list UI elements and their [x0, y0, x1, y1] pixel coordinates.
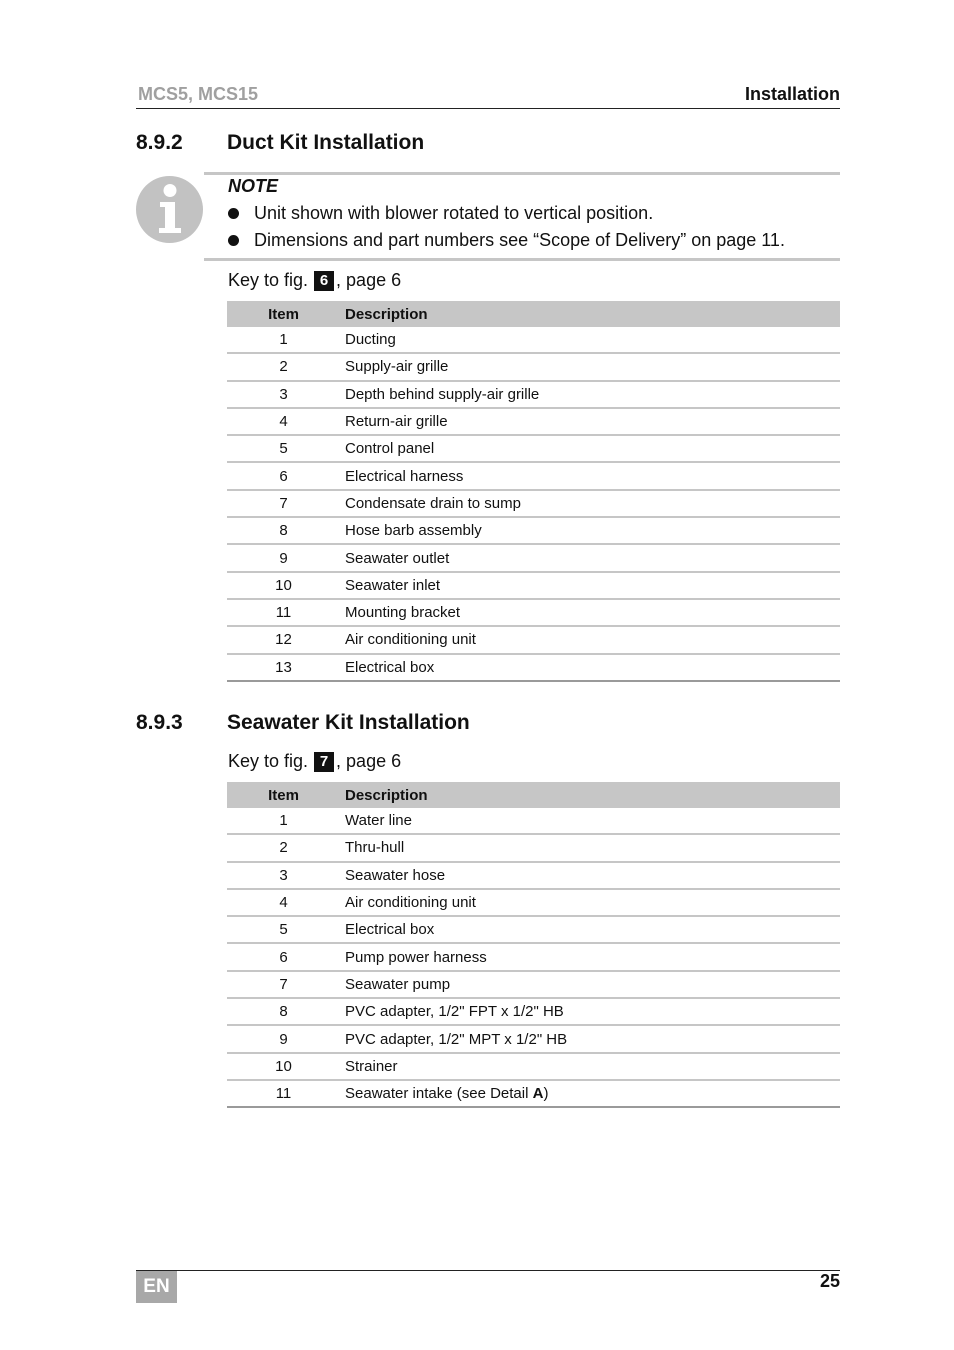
item-description: Condensate drain to sump [340, 490, 840, 517]
item-number: 11 [227, 1080, 340, 1107]
table-row [227, 381, 840, 408]
note-bullet [228, 230, 785, 251]
language-badge: EN [136, 1271, 177, 1303]
note-title: NOTE [228, 176, 279, 196]
table-row [227, 599, 840, 626]
table-row [227, 971, 840, 998]
table-row [227, 353, 840, 380]
section-number: 8.9.3 [136, 711, 183, 734]
note-bullet-text: Unit shown with blower rotated to vertical position. [254, 203, 654, 223]
table-row [227, 408, 840, 435]
item-number: 3 [227, 381, 340, 408]
table-row [227, 462, 840, 489]
item-description: Ducting [340, 327, 840, 353]
table-row [227, 889, 840, 916]
item-description: Electrical box [340, 654, 840, 681]
info-icon [136, 176, 203, 243]
table-header-row [227, 782, 840, 808]
column-header-item: Item [227, 301, 340, 327]
column-header-description: Description [340, 301, 840, 327]
table-row [227, 808, 840, 834]
seawater-kit-key-table [227, 782, 840, 1108]
section-title: Seawater Kit Installation [227, 711, 470, 734]
table-row [227, 862, 840, 889]
item-description: Depth behind supply-air grille [340, 381, 840, 408]
item-description: Electrical box [340, 916, 840, 943]
key-suffix: , page 6 [336, 751, 402, 771]
table-row [227, 1053, 840, 1080]
item-description: PVC adapter, 1/2" MPT x 1/2" HB [340, 1025, 840, 1052]
item-number: 4 [227, 889, 340, 916]
item-number: 12 [227, 626, 340, 653]
item-description: Hose barb assembly [340, 517, 840, 544]
note-divider-bottom [204, 258, 840, 261]
item-description: Seawater hose [340, 862, 840, 889]
note-bullet [228, 203, 653, 224]
item-description [340, 1080, 840, 1107]
item-number: 4 [227, 408, 340, 435]
header-divider [136, 108, 840, 109]
chapter-title: Installation [744, 84, 840, 104]
item-description: Strainer [340, 1053, 840, 1080]
item-number: 5 [227, 916, 340, 943]
item-description: Seawater pump [340, 971, 840, 998]
item-number: 10 [227, 572, 340, 599]
description-text: Seawater intake (see Detail [345, 1085, 533, 1103]
note-bullet-text: Dimensions and part numbers see “Scope of Delivery” on page 11. [254, 230, 785, 250]
table-row [227, 834, 840, 861]
description-text: ) [543, 1085, 549, 1103]
item-description: Mounting bracket [340, 599, 840, 626]
item-description: Thru-hull [340, 834, 840, 861]
table-header-row [227, 301, 840, 327]
table-row [227, 998, 840, 1025]
item-number: 1 [227, 808, 340, 834]
table-row [227, 435, 840, 462]
key-prefix: Key to fig. [228, 751, 309, 771]
item-number: 11 [227, 599, 340, 626]
item-description: Control panel [340, 435, 840, 462]
item-number: 9 [227, 544, 340, 571]
document-product-name: MCS5, MCS15 [138, 84, 259, 104]
figure-key-caption [228, 270, 401, 291]
item-number: 2 [227, 353, 340, 380]
table-row [227, 490, 840, 517]
item-description: Seawater outlet [340, 544, 840, 571]
item-description: Pump power harness [340, 943, 840, 970]
item-number: 2 [227, 834, 340, 861]
table-row [227, 327, 840, 353]
item-number: 9 [227, 1025, 340, 1052]
table-row [227, 544, 840, 571]
table-row [227, 1025, 840, 1052]
key-suffix: , page 6 [336, 270, 402, 290]
duct-kit-key-table [227, 301, 840, 682]
figure-number-badge: 7 [314, 752, 334, 772]
item-description: Electrical harness [340, 462, 840, 489]
table-row [227, 572, 840, 599]
table-row [227, 654, 840, 681]
item-number: 1 [227, 327, 340, 353]
page-number: 25 [819, 1271, 840, 1291]
item-description: Air conditioning unit [340, 626, 840, 653]
item-number: 10 [227, 1053, 340, 1080]
footer-divider [136, 1270, 840, 1271]
figure-key-caption [228, 751, 401, 772]
bullet-icon [228, 235, 239, 246]
table-row [227, 943, 840, 970]
item-number: 8 [227, 517, 340, 544]
bullet-icon [228, 208, 239, 219]
table-row [227, 517, 840, 544]
column-header-item: Item [227, 782, 340, 808]
item-number: 13 [227, 654, 340, 681]
item-number: 6 [227, 462, 340, 489]
item-description: Supply-air grille [340, 353, 840, 380]
item-number: 5 [227, 435, 340, 462]
figure-number-badge: 6 [314, 271, 334, 291]
note-divider-top [204, 172, 840, 175]
item-number: 3 [227, 862, 340, 889]
section-title: Duct Kit Installation [227, 131, 425, 154]
item-number: 8 [227, 998, 340, 1025]
table-row [227, 1080, 840, 1107]
column-header-description: Description [340, 782, 840, 808]
item-description: Seawater inlet [340, 572, 840, 599]
item-number: 7 [227, 971, 340, 998]
section-number: 8.9.2 [136, 131, 183, 154]
item-description: Air conditioning unit [340, 889, 840, 916]
key-prefix: Key to fig. [228, 270, 309, 290]
item-description: PVC adapter, 1/2" FPT x 1/2" HB [340, 998, 840, 1025]
item-description: Return-air grille [340, 408, 840, 435]
item-number: 6 [227, 943, 340, 970]
item-number: 7 [227, 490, 340, 517]
detail-label: A [532, 1085, 544, 1103]
item-description: Water line [340, 808, 840, 834]
table-row [227, 626, 840, 653]
table-row [227, 916, 840, 943]
